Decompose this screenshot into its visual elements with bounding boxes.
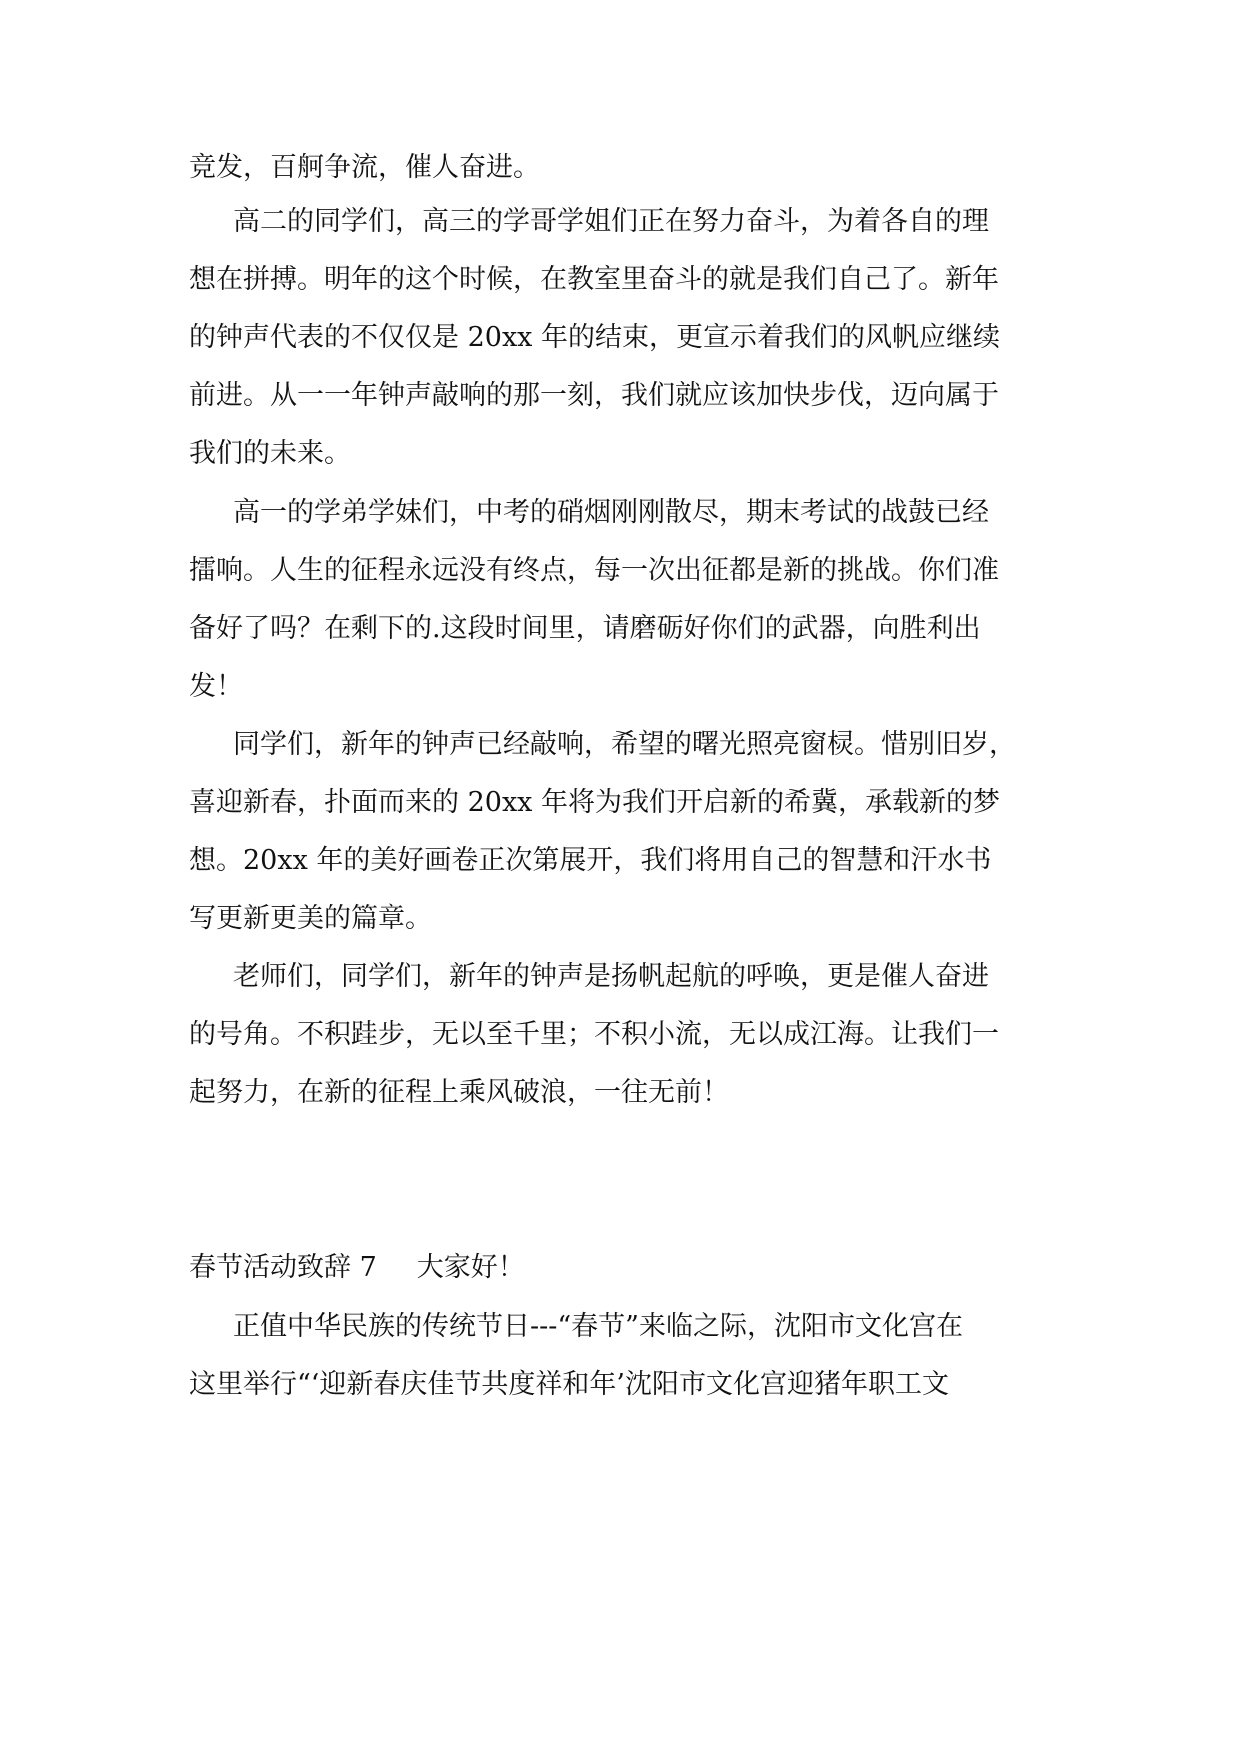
text-line: 我们的未来。 xyxy=(189,438,351,469)
paragraph-first-line: 老师们，同学们，新年的钟声是扬帆起航的呼唤，更是催人奋进 xyxy=(233,961,989,992)
text-line: 竞发，百舸争流，催人奋进。 xyxy=(189,152,540,183)
text-line: 擂响。人生的征程永远没有终点，每一次出征都是新的挑战。你们准 xyxy=(189,555,999,586)
text-line: 喜迎新春，扑面而来的 20xx 年将为我们开启新的希冀，承载新的梦 xyxy=(189,787,1000,818)
paragraph-first-line: 同学们，新年的钟声已经敲响，希望的曙光照亮窗棂。惜别旧岁， xyxy=(233,729,1016,760)
text-line: 这里举行“‘迎新春庆佳节共度祥和年’沈阳市文化宫迎猪年职工文 xyxy=(189,1369,949,1400)
text-line: 备好了吗？在剩下的.这段时间里，请磨砺好你们的武器，向胜利出 xyxy=(189,613,981,644)
paragraph-first-line: 正值中华民族的传统节日---“春节”来临之际，沈阳市文化宫在 xyxy=(233,1311,963,1342)
text-line: 的钟声代表的不仅仅是 20xx 年的结束，更宣示着我们的风帆应继续 xyxy=(189,322,1000,353)
paragraph-first-line: 高一的学弟学妹们，中考的硝烟刚刚散尽，期末考试的战鼓已经 xyxy=(233,497,989,528)
text-line: 的号角。不积跬步，无以至千里；不积小流，无以成江海。让我们一 xyxy=(189,1019,999,1050)
text-line: 想在拼搏。明年的这个时候，在教室里奋斗的就是我们自己了。新年 xyxy=(189,264,999,295)
paragraph-first-line: 高二的同学们，高三的学哥学姐们正在努力奋斗，为着各自的理 xyxy=(233,206,989,237)
text-line: 想。20xx 年的美好画卷正次第展开，我们将用自己的智慧和汗水书 xyxy=(189,845,992,876)
text-line: 起努力，在新的征程上乘风破浪，一往无前！ xyxy=(189,1077,729,1108)
section-heading xyxy=(189,1250,1069,1286)
text-line: 前进。从一一年钟声敲响的那一刻，我们就应该加快步伐，迈向属于 xyxy=(189,380,999,411)
text-line: 写更新更美的篇章。 xyxy=(189,903,432,934)
section-greeting: 大家好！ xyxy=(416,1252,525,1283)
text-line: 发！ xyxy=(189,671,243,702)
section-title: 春节活动致辞 7 xyxy=(189,1252,377,1283)
